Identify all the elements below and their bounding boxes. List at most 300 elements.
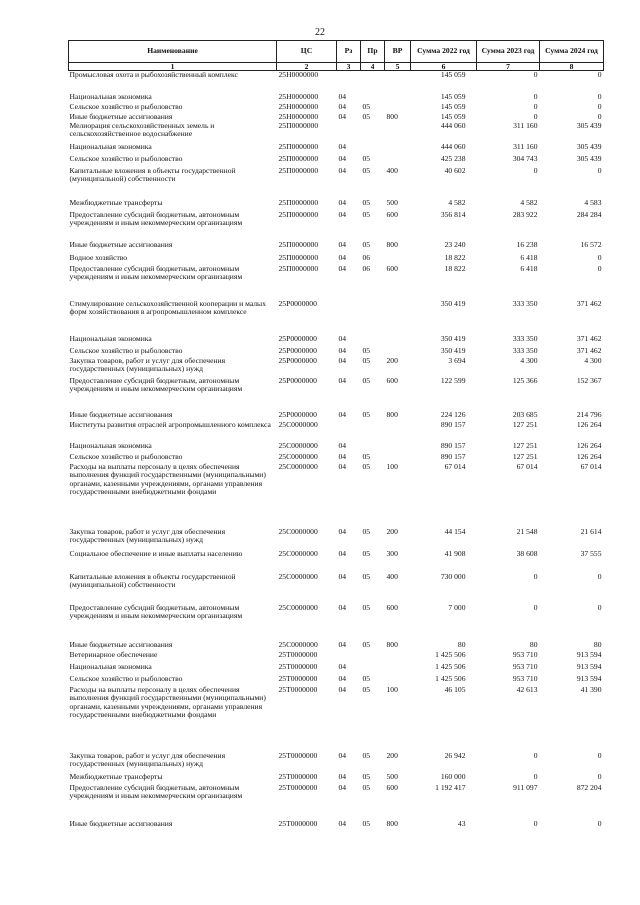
row-name: Национальная экономика [69, 142, 152, 151]
row-pr: 05 [362, 210, 371, 219]
row-vr: 600 [386, 210, 398, 219]
row-pr: 05 [362, 462, 371, 471]
index-5: 5 [385, 63, 411, 71]
row-vr: 800 [386, 640, 398, 649]
row-pr [361, 122, 385, 143]
row-sum-2024: 0 [597, 92, 602, 101]
row-name: Предоставление субсидий бюджетным, автономным учреждениям и иным некоммерческим организациям [69, 603, 243, 621]
row-sum-2023: 127 251 [512, 452, 538, 461]
row-pr: 06 [362, 253, 371, 262]
table-body [69, 71, 604, 832]
row-sum-2022: 425 238 [440, 154, 466, 163]
row-sum-2024: 4 300 [584, 356, 602, 365]
row-rz [337, 300, 361, 335]
row-pr: 05 [362, 346, 371, 355]
row-sum-2022: 18 822 [444, 253, 466, 262]
row-rz: 04 [338, 102, 347, 111]
table-row [69, 155, 604, 167]
row-sum-2022: 145 059 [440, 112, 466, 121]
row-rz: 04 [338, 240, 347, 249]
row-sum-2023: 80 [529, 640, 538, 649]
table-row [69, 463, 604, 528]
row-cs: 25П0000000 [278, 154, 319, 163]
row-rz: 04 [338, 112, 347, 121]
row-rz: 04 [338, 772, 347, 781]
table-row [69, 675, 604, 686]
row-sum-2023: 311 160 [513, 142, 538, 151]
row-cs: 25П0000000 [278, 142, 319, 151]
row-sum-2024: 0 [597, 603, 602, 612]
row-vr [385, 651, 411, 663]
row-rz: 04 [338, 674, 347, 683]
index-6: 6 [411, 63, 477, 71]
row-pr: 05 [362, 102, 371, 111]
row-vr: 500 [386, 772, 398, 781]
row-vr: 400 [386, 166, 398, 175]
row-rz: 04 [338, 210, 347, 219]
row-cs: 25Т0000000 [278, 783, 318, 792]
row-pr: 05 [362, 572, 371, 581]
row-cs: 25Т0000000 [278, 650, 318, 659]
row-sum-2022: 1 425 506 [435, 662, 466, 671]
row-name: Мелиорация сельскохозяйственных земель и сельскохозяйственное водоснабжение [69, 121, 215, 139]
row-vr: 800 [386, 819, 398, 828]
index-7: 7 [477, 63, 540, 71]
row-rz: 04 [338, 166, 347, 175]
row-sum-2023: 333 350 [512, 346, 538, 355]
table-row [69, 254, 604, 265]
row-rz: 04 [338, 356, 347, 365]
row-sum-2023: 67 014 [516, 462, 538, 471]
row-cs: 25П0000000 [278, 121, 319, 130]
row-name: Предоставление субсидий бюджетным, автономным учреждениям и иным некоммерческим организациям [69, 376, 243, 394]
row-sum-2022: 890 157 [440, 452, 466, 461]
row-sum-2023: 911 097 [513, 783, 538, 792]
row-pr [361, 421, 385, 442]
row-sum-2024: 126 264 [576, 441, 602, 450]
row-name: Сельское хозяйство и рыболовство [69, 102, 183, 111]
row-vr [385, 93, 411, 103]
row-cs: 25П0000000 [278, 198, 319, 207]
row-vr [385, 122, 411, 143]
row-pr [361, 651, 385, 663]
row-pr: 05 [362, 198, 371, 207]
row-vr [385, 421, 411, 442]
row-sum-2023: 283 922 [512, 210, 538, 219]
table-row [69, 71, 604, 93]
row-name: Стимулирование сельскохозяйственной кооперации и малых форм хозяйствования в агропромышленном комплексе [69, 299, 266, 317]
table-row [69, 686, 604, 752]
row-pr: 05 [362, 452, 371, 461]
row-sum-2024: 371 462 [576, 346, 602, 355]
row-sum-2024: 0 [597, 751, 602, 760]
row-sum-2023: 6 418 [520, 264, 538, 273]
row-cs: 25Р0000000 [278, 346, 317, 355]
row-sum-2022: 7 000 [448, 603, 466, 612]
row-rz: 04 [338, 441, 347, 450]
row-pr: 05 [362, 685, 371, 694]
budget-table-container [68, 40, 603, 832]
row-sum-2022: 224 126 [440, 410, 466, 419]
table-row [69, 411, 604, 421]
row-cs: 25Р0000000 [278, 299, 317, 308]
row-sum-2022: 23 240 [444, 240, 466, 249]
row-rz: 04 [338, 264, 347, 273]
row-pr [361, 663, 385, 675]
row-sum-2022: 46 105 [444, 685, 466, 694]
row-sum-2024: 152 367 [576, 376, 602, 385]
row-cs: 25П0000000 [278, 264, 319, 273]
row-sum-2024: 0 [597, 253, 602, 262]
row-sum-2022: 145 059 [440, 92, 466, 101]
row-name: Институты развития отраслей агропромышленного комплекса [69, 420, 271, 429]
header-sum-2022: Сумма 2022 год [411, 41, 477, 63]
row-vr [385, 71, 411, 93]
table-row [69, 335, 604, 347]
row-sum-2024: 37 555 [580, 549, 602, 558]
row-sum-2024: 126 264 [576, 452, 602, 461]
row-cs: 25П0000000 [278, 166, 319, 175]
row-pr: 05 [362, 819, 371, 828]
row-rz [337, 651, 361, 663]
row-pr: 05 [362, 166, 371, 175]
row-cs: 25Т0000000 [278, 751, 318, 760]
row-sum-2022: 145 059 [440, 70, 466, 79]
table-row [69, 752, 604, 773]
header-name: Наименование [69, 41, 277, 63]
row-rz: 04 [338, 527, 347, 536]
row-cs: 25Н0000000 [278, 102, 319, 111]
row-rz: 04 [338, 198, 347, 207]
row-vr: 300 [386, 549, 398, 558]
row-rz: 04 [338, 819, 347, 828]
row-sum-2023: 0 [533, 70, 538, 79]
row-sum-2022: 730 000 [440, 572, 466, 581]
row-vr [385, 663, 411, 675]
row-name: Предоставление субсидий бюджетным, автономным учреждениям и иным некоммерческим организациям [69, 783, 243, 801]
row-sum-2024: 913 594 [576, 650, 602, 659]
row-pr: 05 [362, 751, 371, 760]
row-sum-2023: 4 582 [520, 198, 538, 207]
row-name: Капитальные вложения в объекты государственной (муниципальной) собственности [69, 572, 236, 590]
row-vr: 500 [386, 198, 398, 207]
row-sum-2022: 4 582 [448, 198, 466, 207]
row-sum-2024: 284 284 [576, 210, 602, 219]
row-cs: 25Н0000000 [278, 92, 319, 101]
row-sum-2024: 913 594 [576, 674, 602, 683]
table-row [69, 604, 604, 641]
table-row [69, 784, 604, 820]
row-rz [337, 122, 361, 143]
index-4: 4 [361, 63, 385, 71]
row-sum-2023: 4 300 [520, 356, 538, 365]
row-name: Национальная экономика [69, 441, 152, 450]
row-sum-2024: 80 [593, 640, 602, 649]
row-cs: 25С0000000 [278, 420, 318, 429]
row-sum-2024: 41 390 [580, 685, 602, 694]
row-sum-2023: 38 608 [516, 549, 538, 558]
row-vr: 100 [386, 685, 398, 694]
row-rz: 04 [338, 334, 347, 343]
row-name: Социальное обеспечение и иные выплаты населению [69, 549, 243, 558]
row-rz: 04 [338, 92, 347, 101]
row-sum-2023: 42 613 [516, 685, 538, 694]
row-name: Закупка товаров, работ и услуг для обеспечения государственных (муниципальных) нужд [69, 527, 226, 545]
row-sum-2023: 311 160 [513, 121, 538, 130]
row-vr [385, 155, 411, 167]
header-sum-2024: Сумма 2024 год [540, 41, 604, 63]
row-cs: 25Р0000000 [278, 334, 317, 343]
row-sum-2024: 126 264 [576, 420, 602, 429]
row-pr [361, 93, 385, 103]
row-sum-2022: 145 059 [440, 102, 466, 111]
table-row [69, 199, 604, 211]
budget-table [68, 40, 604, 832]
row-pr: 05 [362, 356, 371, 365]
row-pr [361, 300, 385, 335]
row-rz: 04 [338, 685, 347, 694]
row-name: Национальная экономика [69, 92, 152, 101]
row-rz: 04 [338, 253, 347, 262]
row-cs: 25П0000000 [278, 240, 319, 249]
row-name: Расходы на выплаты персоналу в целях обеспечения выполнения функций государственными (муниципальными) органами, казенными учреждениями, органами управления государственными внебюджетными фондами [69, 685, 266, 720]
row-sum-2022: 67 014 [444, 462, 466, 471]
row-sum-2023: 6 418 [520, 253, 538, 262]
row-name: Иные бюджетные ассигнования [69, 112, 173, 121]
row-sum-2023: 0 [533, 92, 538, 101]
row-sum-2024: 21 614 [580, 527, 602, 536]
row-rz: 04 [338, 462, 347, 471]
row-cs: 25Р0000000 [278, 356, 317, 365]
table-row [69, 357, 604, 377]
row-cs: 25С0000000 [278, 462, 318, 471]
row-sum-2024: 305 439 [576, 142, 602, 151]
row-sum-2023: 21 548 [516, 527, 538, 536]
row-pr [361, 71, 385, 93]
row-name: Капитальные вложения в объекты государственной (муниципальной) собственности [69, 166, 236, 184]
row-pr: 05 [362, 549, 371, 558]
table-row [69, 820, 604, 832]
row-cs: 25Р0000000 [278, 376, 317, 385]
row-sum-2022: 3 694 [448, 356, 466, 365]
row-name: Водное хозяйство [69, 253, 128, 262]
table-row [69, 93, 604, 103]
row-sum-2023: 0 [533, 102, 538, 111]
row-vr [385, 103, 411, 113]
row-pr [361, 143, 385, 155]
row-pr: 05 [362, 640, 371, 649]
row-sum-2022: 350 419 [440, 346, 466, 355]
row-rz: 04 [338, 572, 347, 581]
row-rz: 04 [338, 376, 347, 385]
index-3: 3 [337, 63, 361, 71]
row-sum-2024: 67 014 [580, 462, 602, 471]
header-vr: ВР [385, 41, 411, 63]
row-sum-2023: 0 [533, 572, 538, 581]
row-sum-2023: 953 710 [512, 650, 538, 659]
row-vr: 800 [386, 410, 398, 419]
row-sum-2022: 43 [457, 819, 466, 828]
row-sum-2023: 0 [533, 603, 538, 612]
table-row [69, 143, 604, 155]
table-row [69, 103, 604, 113]
row-sum-2024: 371 462 [576, 299, 602, 308]
row-sum-2022: 40 602 [444, 166, 466, 175]
row-sum-2024: 913 594 [576, 662, 602, 671]
row-vr: 800 [386, 112, 398, 121]
row-name: Иные бюджетные ассигнования [69, 640, 173, 649]
row-rz: 04 [338, 640, 347, 649]
row-vr [385, 675, 411, 686]
row-vr: 400 [386, 572, 398, 581]
row-sum-2022: 18 822 [444, 264, 466, 273]
row-name: Промысловая охота и рыбохозяйственный комплекс [69, 70, 238, 79]
row-name: Сельское хозяйство и рыболовство [69, 346, 183, 355]
row-cs: 25Н0000000 [278, 70, 319, 79]
row-cs: 25С0000000 [278, 452, 318, 461]
row-sum-2022: 1 425 506 [435, 674, 466, 683]
row-sum-2023: 127 251 [512, 420, 538, 429]
row-vr: 800 [386, 240, 398, 249]
header-rz: Рз [337, 41, 361, 63]
table-row [69, 347, 604, 357]
row-sum-2023: 125 366 [512, 376, 538, 385]
row-pr: 05 [362, 154, 371, 163]
row-vr: 200 [386, 751, 398, 760]
row-rz: 04 [338, 751, 347, 760]
row-sum-2022: 890 157 [440, 420, 466, 429]
row-cs: 25С0000000 [278, 603, 318, 612]
row-vr [385, 335, 411, 347]
row-sum-2023: 0 [533, 166, 538, 175]
row-vr: 600 [386, 603, 398, 612]
row-sum-2022: 1 425 506 [435, 650, 466, 659]
row-sum-2023: 203 685 [512, 410, 538, 419]
row-sum-2024: 0 [597, 819, 602, 828]
table-row [69, 377, 604, 411]
row-cs: 25Н0000000 [278, 112, 319, 121]
row-vr [385, 347, 411, 357]
row-sum-2022: 122 599 [440, 376, 466, 385]
table-row [69, 453, 604, 463]
row-sum-2024: 0 [597, 70, 602, 79]
table-row [69, 651, 604, 663]
row-pr: 05 [362, 240, 371, 249]
row-rz: 04 [338, 452, 347, 461]
row-name: Сельское хозяйство и рыболовство [69, 154, 183, 163]
row-rz: 04 [338, 154, 347, 163]
row-name: Сельское хозяйство и рыболовство [69, 674, 183, 683]
table-row [69, 300, 604, 335]
row-pr: 05 [362, 674, 371, 683]
header-pr: Пр [361, 41, 385, 63]
row-cs: 25Р0000000 [278, 410, 317, 419]
page-number: 22 [315, 27, 325, 38]
row-vr [385, 300, 411, 335]
table-row [69, 241, 604, 254]
row-vr [385, 254, 411, 265]
row-sum-2024: 4 583 [584, 198, 602, 207]
row-rz: 04 [338, 549, 347, 558]
row-pr: 05 [362, 376, 371, 385]
row-vr: 100 [386, 462, 398, 471]
row-vr: 600 [386, 376, 398, 385]
table-row [69, 550, 604, 573]
row-cs: 25Т0000000 [278, 674, 318, 683]
row-sum-2024: 305 439 [576, 154, 602, 163]
row-sum-2024: 214 796 [576, 410, 602, 419]
table-row [69, 773, 604, 784]
row-name: Национальная экономика [69, 334, 152, 343]
table-row [69, 113, 604, 122]
row-name: Иные бюджетные ассигнования [69, 819, 173, 828]
row-sum-2022: 26 942 [444, 751, 466, 760]
row-pr [361, 442, 385, 453]
row-sum-2022: 444 060 [440, 142, 466, 151]
row-cs: 25Т0000000 [278, 772, 318, 781]
row-name: Иные бюджетные ассигнования [69, 410, 173, 419]
row-pr [361, 335, 385, 347]
row-name: Закупка товаров, работ и услуг для обеспечения государственных (муниципальных) нужд [69, 356, 226, 374]
table-row [69, 421, 604, 442]
table-row [69, 641, 604, 651]
row-vr [385, 453, 411, 463]
row-vr [385, 442, 411, 453]
index-1: 1 [69, 63, 277, 71]
row-sum-2023: 953 710 [512, 674, 538, 683]
row-sum-2024: 371 462 [576, 334, 602, 343]
row-sum-2022: 41 908 [444, 549, 466, 558]
column-index-row [69, 63, 604, 71]
row-name: Национальная экономика [69, 662, 152, 671]
row-rz: 04 [338, 410, 347, 419]
row-cs: 25С0000000 [278, 549, 318, 558]
row-sum-2023: 953 710 [512, 662, 538, 671]
table-row [69, 528, 604, 550]
row-sum-2023: 0 [533, 819, 538, 828]
row-name: Сельское хозяйство и рыболовство [69, 452, 183, 461]
row-pr: 05 [362, 783, 371, 792]
row-name: Иные бюджетные ассигнования [69, 240, 173, 249]
table-row [69, 663, 604, 675]
row-sum-2023: 0 [533, 751, 538, 760]
row-sum-2023: 304 743 [512, 154, 538, 163]
row-sum-2024: 0 [597, 102, 602, 111]
row-rz: 04 [338, 603, 347, 612]
row-sum-2022: 356 814 [440, 210, 466, 219]
row-sum-2023: 127 251 [512, 441, 538, 450]
row-sum-2022: 1 192 417 [435, 783, 466, 792]
table-row [69, 122, 604, 143]
row-sum-2022: 80 [457, 640, 466, 649]
row-sum-2024: 305 439 [576, 121, 602, 130]
row-sum-2022: 350 419 [440, 299, 466, 308]
row-sum-2024: 0 [597, 112, 602, 121]
row-pr: 05 [362, 112, 371, 121]
row-rz: 04 [338, 783, 347, 792]
row-sum-2022: 44 154 [444, 527, 466, 536]
row-rz: 04 [338, 142, 347, 151]
row-sum-2023: 0 [533, 772, 538, 781]
row-rz: 04 [338, 662, 347, 671]
row-name: Расходы на выплаты персоналу в целях обеспечения выполнения функций государственными (муниципальными) органами, казенными учреждениями, органами управления государственными внебюджетными фондами [69, 462, 266, 497]
row-sum-2024: 0 [597, 772, 602, 781]
row-sum-2022: 890 157 [440, 441, 466, 450]
row-sum-2024: 16 572 [580, 240, 602, 249]
row-name: Предоставление субсидий бюджетным, автономным учреждениям и иным некоммерческим организациям [69, 210, 243, 228]
row-pr: 06 [362, 264, 371, 273]
table-row [69, 573, 604, 604]
